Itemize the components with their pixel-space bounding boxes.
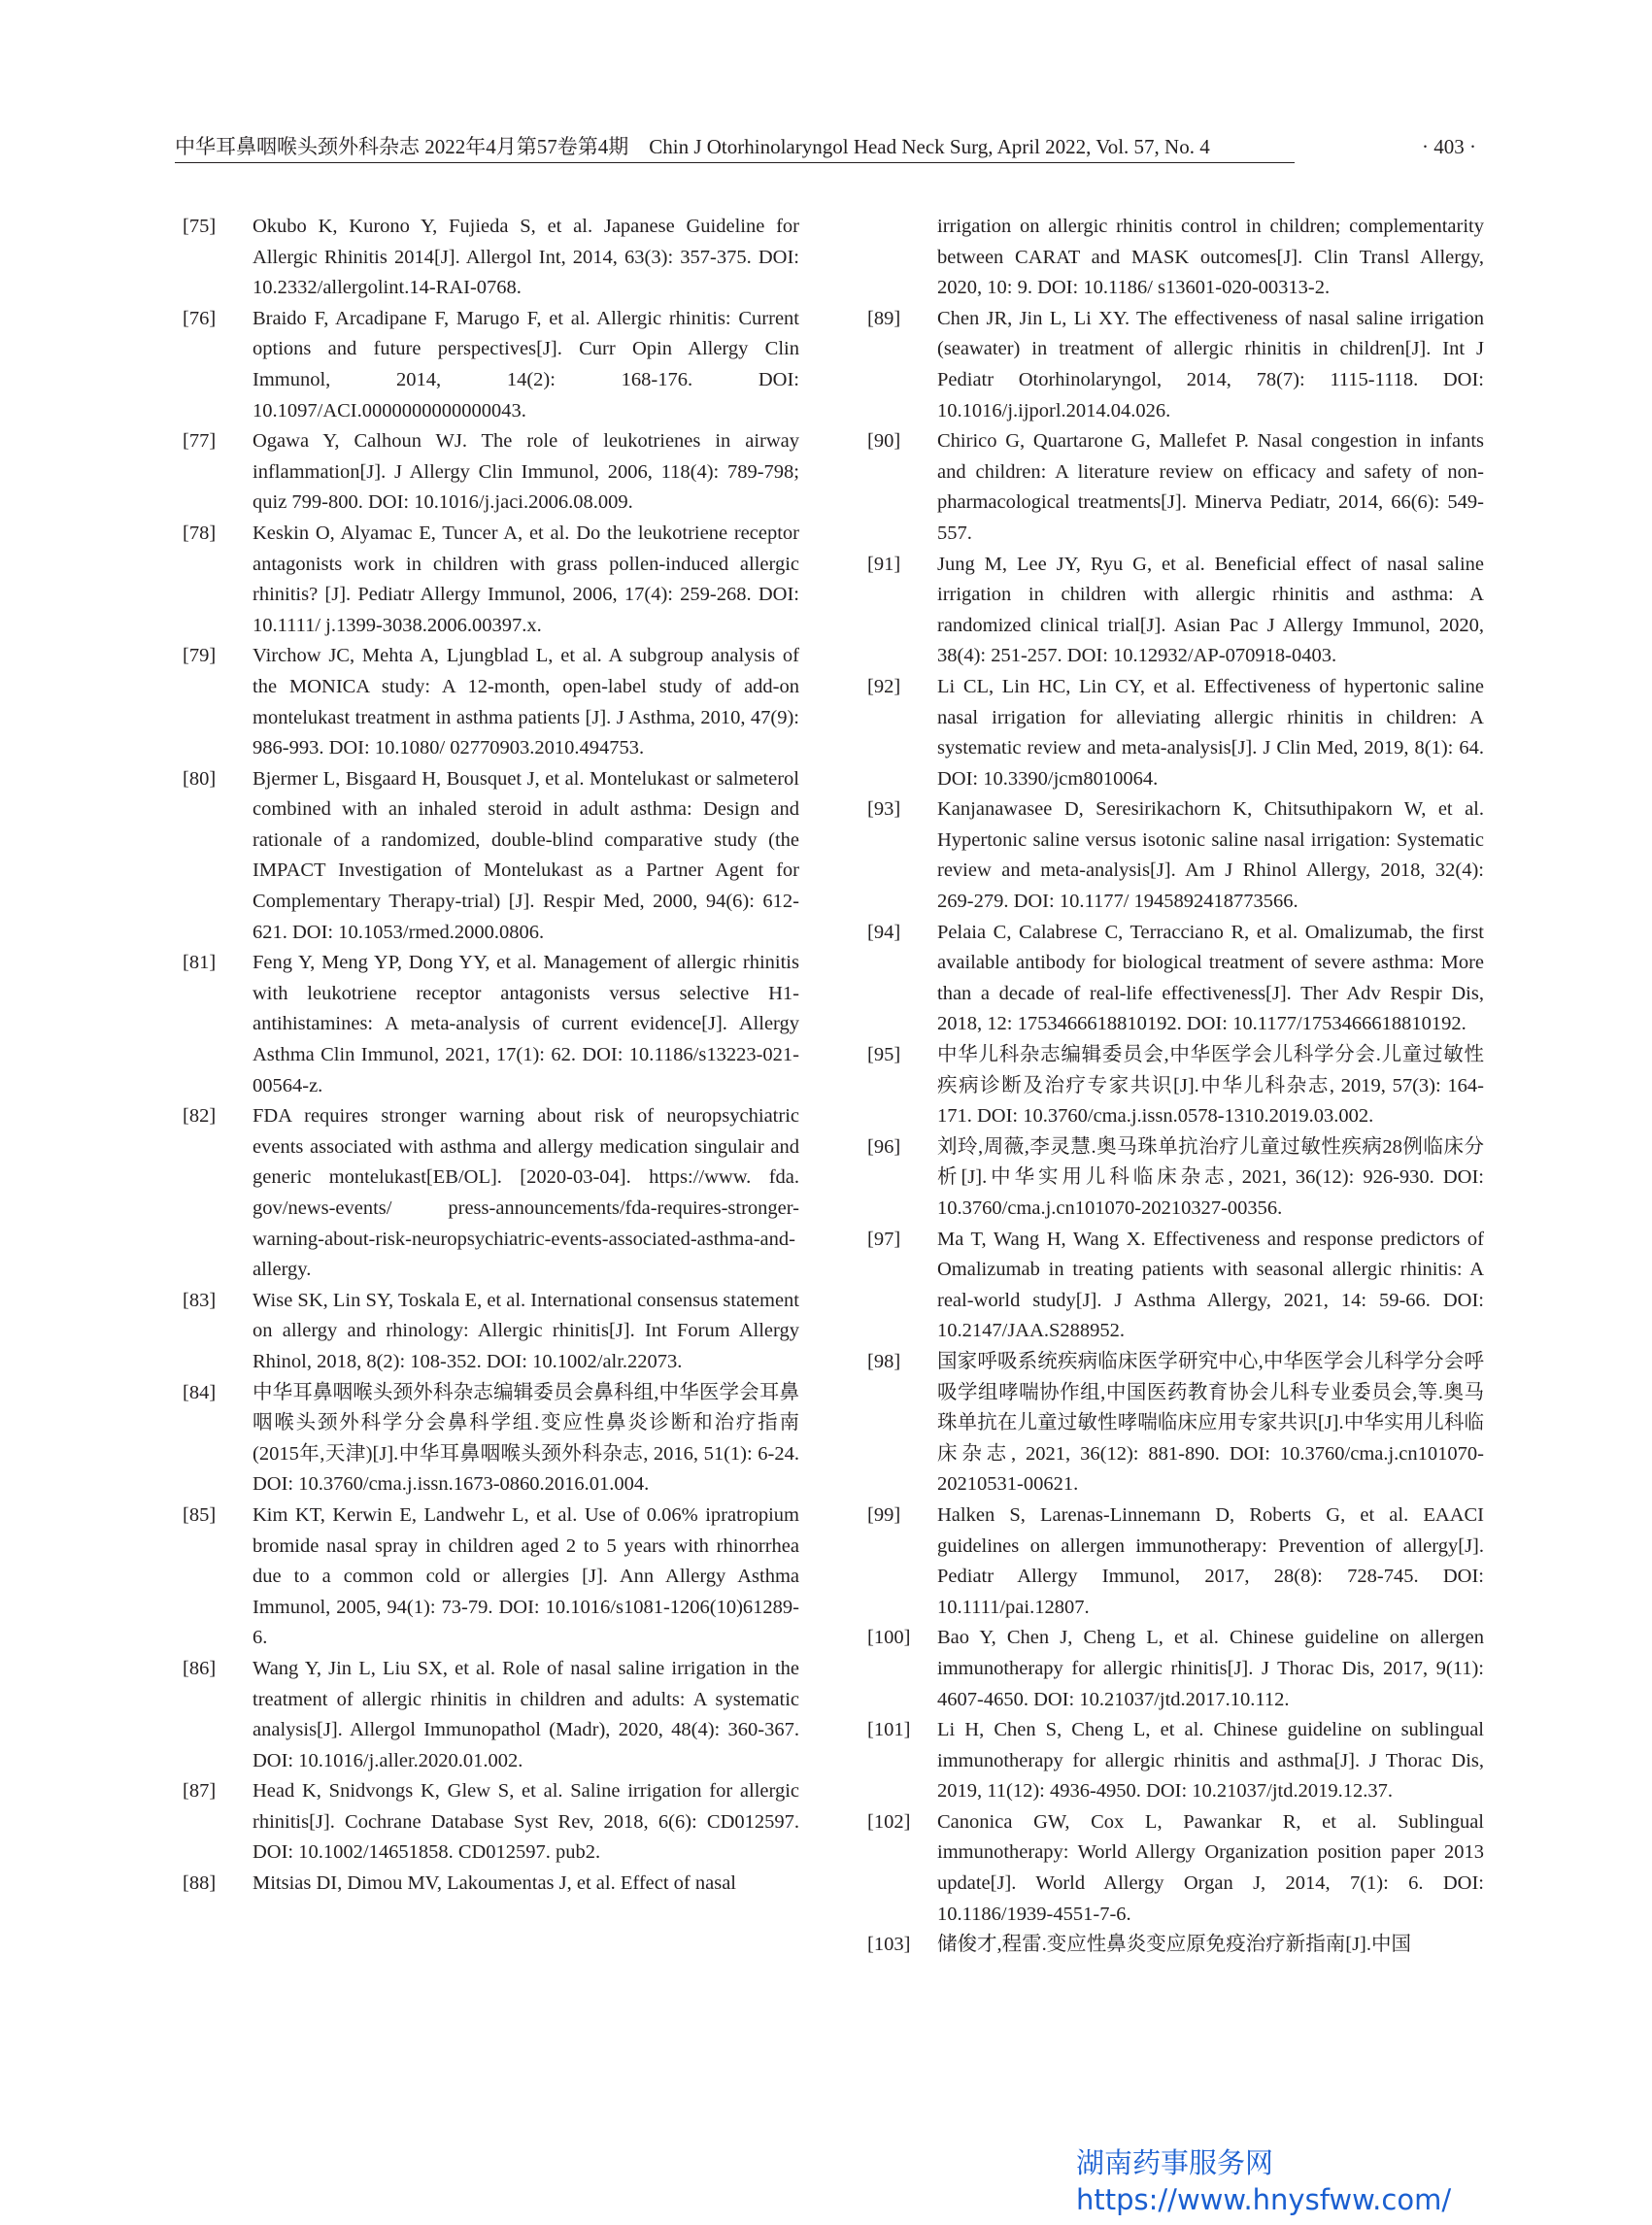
reference-number: [86]: [183, 1657, 217, 1679]
reference-number: [76]: [183, 307, 217, 329]
reference-text: Wise SK, Lin SY, Toskala E, et al. International consensus statement on allergy and rhinology: Allergic rhinitis[J]. Int Forum Allergy Rhinol, 2018, 8(2): 108-352. DOI: 10.1002/alr.22073.: [253, 1289, 799, 1372]
reference-number: [100]: [867, 1627, 911, 1649]
reference-number: [80]: [183, 767, 217, 790]
reference-text: Ogawa Y, Calhoun WJ. The role of leukotrienes in airway inflammation[J]. J Allergy Clin Immunol, 2006, 118(4): 789-798; quiz 799-800. DOI: 10.1016/j.jaci.2006.08.009.: [253, 430, 799, 514]
reference-item: [183, 948, 799, 1101]
reference-text: irrigation on allergic rhinitis control in children; complementarity between CARAT and MASK outcomes[J]. Clin Transl Allergy, 2020, 10: 9. DOI: 10.1186/ s13601-020-00313-2.: [937, 216, 1484, 299]
reference-text: Pelaia C, Calabrese C, Terracciano R, et al. Omalizumab, the first available antibody for biological treatment of severe asthma: More than a decade of real-life effectiveness[J]. Ther Adv Respir Dis, 2018, 12: 1753466618810192. DOI: 10.1177/1753466618810192.: [937, 921, 1484, 1035]
reference-item: [183, 641, 799, 763]
reference-item: [183, 212, 799, 304]
reference-item: [183, 1378, 799, 1500]
reference-number: [77]: [183, 430, 217, 453]
reference-text: Li H, Chen S, Cheng L, et al. Chinese guideline on sublingual immunotherapy for allergic rhinitis and asthma[J]. J Thorac Dis, 2019, 11(12): 4936-4950. DOI: 10.21037/jtd.2019.12.37.: [937, 1719, 1484, 1803]
reference-text: Bao Y, Chen J, Cheng L, et al. Chinese guideline on allergen immunotherapy for allergic rhinitis[J]. J Thorac Dis, 2017, 9(11): 4607-4650. DOI: 10.21037/jtd.2017.10.112.: [937, 1627, 1484, 1710]
reference-text: Bjermer L, Bisgaard H, Bousquet J, et al. Montelukast or salmeterol combined with an inhaled steroid in adult asthma: Design and rationale of a randomized, double-blind comparative study (the IMPACT Investigation of Montelukast as a Partner Agent for Complementary Therapy-trial) [J]. Respir Med, 2000, 94(6): 612-621. DOI: 10.1053/rmed.2000.0806.: [253, 767, 799, 943]
reference-number: [79]: [183, 645, 217, 667]
reference-number: [84]: [183, 1381, 217, 1403]
watermark-site-name: 湖南药事服务网: [1076, 2146, 1274, 2179]
reference-item: [867, 550, 1484, 672]
reference-number: [78]: [183, 522, 217, 544]
reference-number: [96]: [867, 1135, 901, 1158]
reference-item: [183, 519, 799, 641]
watermark: [1076, 2144, 1451, 2218]
reference-item: [867, 1623, 1484, 1715]
reference-text: 刘玲,周薇,李灵慧.奥马珠单抗治疗儿童过敏性疾病28例临床分析[J].中华实用儿科临床杂志, 2021, 36(12): 926-930. DOI: 10.3760/cma.j.cn101070-20210327-00356.: [937, 1135, 1484, 1219]
reference-item: [183, 1776, 799, 1869]
reference-item: [867, 304, 1484, 426]
reference-number: [90]: [867, 430, 901, 453]
reference-text: Ma T, Wang H, Wang X. Effectiveness and response predictors of Omalizumab in treating patients with seasonal allergic rhinitis: A real-world study[J]. J Asthma Allergy, 2021, 14: 59-66. DOI: 10.2147/JAA.S288952.: [937, 1228, 1484, 1342]
reference-item: [183, 1286, 799, 1378]
reference-number: [92]: [867, 675, 901, 697]
reference-text: Keskin O, Alyamac E, Tuncer A, et al. Do the leukotriene receptor antagonists work in children with grass pollen-induced allergic rhinitis? [J]. Pediatr Allergy Immunol, 2006, 17(4): 259-268. DOI: 10.1111/ j.1399-3038.2006.00397.x.: [253, 522, 799, 636]
reference-text: Canonica GW, Cox L, Pawankar R, et al. Sublingual immunotherapy: World Allergy Organization position paper 2013 update[J]. World Allergy Organ J, 2014, 7(1): 6. DOI: 10.1186/1939-4551-7-6.: [937, 1810, 1484, 1925]
reference-column-left: [183, 212, 799, 1900]
reference-number: [101]: [867, 1719, 911, 1741]
reference-number: [102]: [867, 1810, 911, 1833]
reference-item: [183, 304, 799, 426]
reference-number: [88]: [183, 1872, 217, 1895]
reference-item: [867, 1040, 1484, 1132]
reference-text: Li CL, Lin HC, Lin CY, et al. Effectiveness of hypertonic saline nasal irrigation for alleviating allergic rhinitis in children: A systematic review and meta-analysis[J]. J Clin Med, 2019, 8(1): 64. DOI: 10.3390/jcm8010064.: [937, 675, 1484, 790]
reference-item: [183, 426, 799, 519]
reference-text: Mitsias DI, Dimou MV, Lakoumentas J, et al. Effect of nasal: [253, 1872, 736, 1895]
reference-text: 国家呼吸系统疾病临床医学研究中心,中华医学会儿科学分会呼吸学组哮喘协作组,中国医药教育协会儿科专业委员会,等.奥马珠单抗在儿童过敏性哮喘临床应用专家共识[J].中华实用儿科临床杂志, 2021, 36(12): 881-890. DOI: 10.3760/cma.j.cn101070-20210531-00621.: [937, 1350, 1484, 1496]
reference-item: [867, 918, 1484, 1040]
reference-text: Feng Y, Meng YP, Dong YY, et al. Management of allergic rhinitis with leukotriene receptor antagonists versus selective H1-antihistamines: A meta-analysis of current evidence[J]. Allergy Asthma Clin Immunol, 2021, 17(1): 62. DOI: 10.1186/s13223-021-00564-z.: [253, 952, 799, 1096]
reference-number: [83]: [183, 1289, 217, 1311]
reference-text: Okubo K, Kurono Y, Fujieda S, et al. Japanese Guideline for Allergic Rhinitis 2014[J]. Allergol Int, 2014, 63(3): 357-375. DOI: 10.2332/allergolint.14-RAI-0768.: [253, 216, 799, 299]
reference-item: [867, 426, 1484, 549]
page-number: · 403 ·: [1422, 135, 1476, 158]
reference-number: [89]: [867, 307, 901, 329]
reference-number: [85]: [183, 1503, 217, 1526]
reference-text: Wang Y, Jin L, Liu SX, et al. Role of nasal saline irrigation in the treatment of allergic rhinitis in children and adults: A systematic analysis[J]. Allergol Immunopathol (Madr), 2020, 48(4): 360-367. DOI: 10.1016/j.aller.2020.01.002.: [253, 1657, 799, 1771]
reference-number: [75]: [183, 216, 217, 237]
journal-citation: 中华耳鼻咽喉头颈外科杂志 2022年4月第57卷第4期 Chin J Otorhinolaryngol Head Neck Surg, April 2022, Vol. 57, No. 4: [175, 135, 1210, 158]
watermark-url: https://www.hnysfww.com/: [1076, 2183, 1452, 2216]
reference-text: Chirico G, Quartarone G, Mallefet P. Nasal congestion in infants and children: A literature review on efficacy and safety of non-pharmacological treatments[J]. Minerva Pediatr, 2014, 66(6): 549-557.: [937, 430, 1484, 544]
reference-text: Virchow JC, Mehta A, Ljungblad L, et al. A subgroup analysis of the MONICA study: A 12-month, open-label study of add-on montelukast treatment in asthma patients [J]. J Asthma, 2010, 47(9): 986-993. DOI: 10.1080/ 02770903.2010.494753.: [253, 645, 799, 759]
reference-number: [82]: [183, 1105, 217, 1128]
reference-item: [183, 1101, 799, 1286]
reference-item: [183, 1654, 799, 1776]
reference-text: 储俊才,程雷.变应性鼻炎变应原免疫治疗新指南[J].中国: [937, 1934, 1412, 1956]
reference-text: Kanjanawasee D, Seresirikachorn K, Chitsuthipakorn W, et al. Hypertonic saline versus isotonic saline nasal irrigation: Systematic review and meta-analysis[J]. Am J Rhinol Allergy, 2018, 32(4): 269-279. DOI: 10.1177/ 1945892418773566.: [937, 798, 1484, 913]
reference-column-right: [867, 212, 1484, 1961]
reference-item: [867, 1347, 1484, 1500]
reference-continuation: [867, 212, 1484, 304]
reference-text: Halken S, Larenas-Linnemann D, Roberts G, et al. EAACI guidelines on allergen immunotherapy: Prevention of allergy[J]. Pediatr Allergy Immunol, 2017, 28(8): 728-745. DOI: 10.1111/pai.12807.: [937, 1503, 1484, 1618]
reference-number: [97]: [867, 1228, 901, 1250]
reference-number: [94]: [867, 921, 901, 943]
reference-text: Jung M, Lee JY, Ryu G, et al. Beneficial effect of nasal saline irrigation in children with allergic rhinitis and asthma: A randomized clinical trial[J]. Asian Pac J Allergy Immunol, 2020, 38(4): 251-257. DOI: 10.12932/AP-070918-0403.: [937, 553, 1484, 667]
reference-number: [98]: [867, 1350, 901, 1372]
reference-number: [95]: [867, 1044, 901, 1066]
reference-text: Chen JR, Jin L, Li XY. The effectiveness of nasal saline irrigation (seawater) in treatment of allergic rhinitis in children[J]. Int J Pediatr Otorhinolaryngol, 2014, 78(7): 1115-1118. DOI: 10.1016/j.ijporl.2014.04.026.: [937, 307, 1484, 421]
reference-number: [103]: [867, 1934, 911, 1956]
reference-number: [93]: [867, 798, 901, 821]
reference-text: Braido F, Arcadipane F, Marugo F, et al. Allergic rhinitis: Current options and future perspectives[J]. Curr Opin Allergy Clin Immunol, 2014, 14(2): 168-176. DOI: 10.1097/ACI.0000000000000043.: [253, 307, 799, 421]
reference-item: [867, 1225, 1484, 1347]
reference-item: [183, 1869, 799, 1900]
reference-number: [91]: [867, 553, 901, 575]
reference-item: [867, 794, 1484, 917]
reference-number: [99]: [867, 1503, 901, 1526]
reference-item: [867, 1807, 1484, 1930]
reference-text: 中华耳鼻咽喉头颈外科杂志编辑委员会鼻科组,中华医学会耳鼻咽喉头颈外科学分会鼻科学组.变应性鼻炎诊断和治疗指南(2015年,天津)[J].中华耳鼻咽喉头颈外科杂志, 2016, 51(1): 6-24. DOI: 10.3760/cma.j.issn.1673-0860.2016.01.004.: [253, 1381, 799, 1496]
reference-item: [867, 1500, 1484, 1623]
reference-text: 中华儿科杂志编辑委员会,中华医学会儿科学分会.儿童过敏性疾病诊断及治疗专家共识[J].中华儿科杂志, 2019, 57(3): 164-171. DOI: 10.3760/cma.j.issn.0578-1310.2019.03.002.: [937, 1044, 1484, 1128]
reference-item: [867, 1930, 1484, 1961]
reference-number: [87]: [183, 1780, 217, 1803]
reference-item: [183, 1500, 799, 1654]
reference-item: [867, 672, 1484, 794]
reference-text: FDA requires stronger warning about risk of neuropsychiatric events associated with asthma and allergy medication singulair and generic montelukast[EB/OL]. [2020-03-04]. https://www. fda. gov/news-events/ press-announcements/fda-requires-stronger-warning-about-risk-neuropsychiatric-events-associated-asthma-and-allergy.: [253, 1105, 799, 1281]
reference-item: [183, 764, 799, 949]
reference-text: Kim KT, Kerwin E, Landwehr L, et al. Use of 0.06% ipratropium bromide nasal spray in children aged 2 to 5 years with rhinorrhea due to a common cold or allergies [J]. Ann Allergy Asthma Immunol, 2005, 94(1): 73-79. DOI: 10.1016/s1081-1206(10)61289-6.: [253, 1503, 799, 1649]
reference-item: [867, 1132, 1484, 1225]
header-rule: [175, 162, 1295, 163]
reference-item: [867, 1715, 1484, 1807]
reference-text: Head K, Snidvongs K, Glew S, et al. Saline irrigation for allergic rhinitis[J]. Cochrane Database Syst Rev, 2018, 6(6): CD012597. DOI: 10.1002/14651858. CD012597. pub2.: [253, 1780, 799, 1864]
reference-number: [81]: [183, 952, 217, 974]
